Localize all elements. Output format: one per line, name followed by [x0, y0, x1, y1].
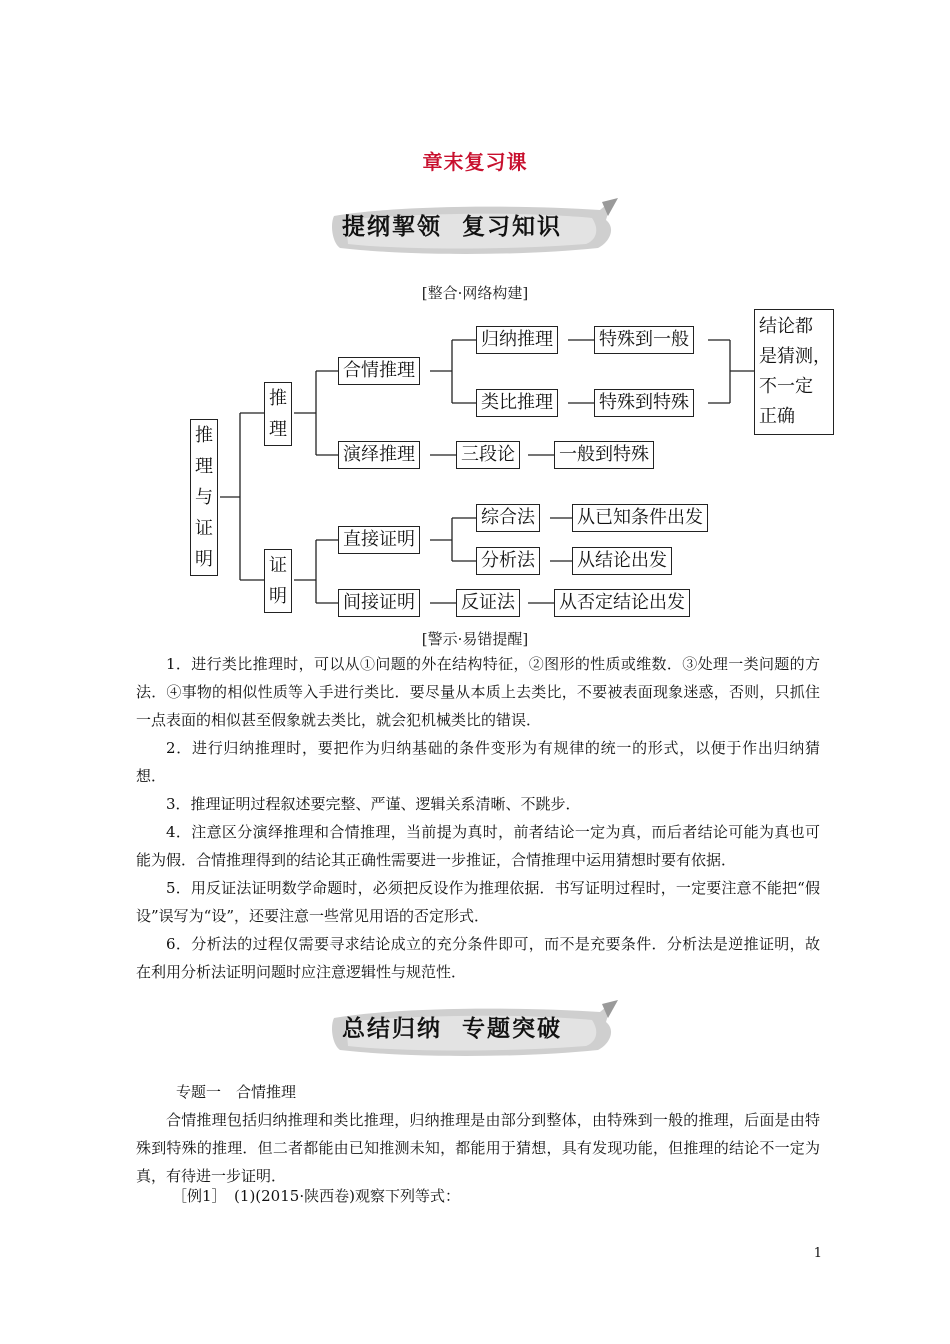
banner-title: 总结归纳 专题突破: [342, 1016, 563, 1042]
banner-title: 提纲挈领 复习知识: [342, 214, 563, 240]
node-syllogism: 三段论: [456, 441, 520, 469]
node-proof: 证 明: [264, 549, 292, 613]
warning-item-4: 4．注意区分演绎推理和合情推理，当前提为真时，前者结论一定为真，而后者结论可能为真也可能为假．合情推理得到的结论其正确性需要进一步推证，合情推理中运用猜想时要有依据．: [136, 823, 820, 869]
node-analogical-reasoning: 类比推理: [476, 389, 558, 417]
node-general-to-special: 一般到特殊: [554, 441, 654, 469]
node-reasoning: 推 理: [264, 382, 292, 446]
node-inductive-reasoning: 归纳推理: [476, 326, 558, 354]
node-plausible-reasoning: 合情推理: [338, 357, 420, 385]
section-label-warnings: [警示·易错提醒]: [421, 630, 529, 648]
node-special-to-general: 特殊到一般: [594, 326, 694, 354]
warning-item-5: 5．用反证法证明数学命题时，必须把反设作为推理依据．书写证明过程时，一定要注意不能把“假设”误写为“设”，还要注意一些常见用语的否定形式．: [136, 879, 820, 925]
node-from-negated-conclusion: 从否定结论出发: [554, 589, 690, 617]
topic-heading: 专题一 合情推理: [176, 1083, 297, 1101]
warning-item-1: 1．进行类比推理时，可以从①问题的外在结构特征，②图形的性质或维数．③处理一类问题的方法．④事物的相似性质等入手进行类比．要尽量从本质上去类比，不要被表面现象迷惑，否则，只抓住一点表面的相似甚至假象就去类比，就会犯机械类比的错误．: [136, 655, 820, 729]
node-analytic-method: 分析法: [476, 547, 540, 575]
concept-diagram: [0, 0, 950, 640]
node-reasoning-and-proof: 推 理 与 证 明: [190, 419, 218, 576]
warning-item-3: 3．推理证明过程叙述要完整、严谨、逻辑关系清晰、不跳步．: [166, 795, 581, 813]
example-intro: ［例1］ (1)(2015·陕西卷)观察下列等式：: [172, 1187, 460, 1205]
node-deductive-reasoning: 演绎推理: [338, 441, 420, 469]
section-banner-summary: [330, 1000, 620, 1062]
node-indirect-proof: 间接证明: [338, 589, 420, 617]
topic-body: 合情推理包括归纳推理和类比推理，归纳推理是由部分到整体，由特殊到一般的推理，后面是由特殊到特殊的推理．但二者都能由已知推测未知，都能用于猜想，具有发现功能，但推理的结论不一定为真，有待进一步证明．: [136, 1111, 820, 1185]
section-label-network: [整合·网络构建]: [421, 284, 529, 302]
page-number: 1: [813, 1246, 822, 1261]
node-from-conclusion: 从结论出发: [572, 547, 672, 575]
node-conclusion-note: 结论都 是猜测， 不一定 正确: [754, 309, 834, 435]
warning-item-2: 2．进行归纳推理时，要把作为归纳基础的条件变形为有规律的统一的形式，以便于作出归纳猜想．: [136, 739, 820, 785]
warning-item-6: 6．分析法的过程仅需要寻求结论成立的充分条件即可，而不是充要条件．分析法是逆推证明，故在利用分析法证明问题时应注意逻辑性与规范性．: [136, 935, 820, 981]
node-special-to-special: 特殊到特殊: [594, 389, 694, 417]
node-direct-proof: 直接证明: [338, 526, 420, 554]
page-title: 章末复习课: [422, 150, 528, 174]
node-synthetic-method: 综合法: [476, 504, 540, 532]
node-from-known-conditions: 从已知条件出发: [572, 504, 708, 532]
node-proof-by-contradiction: 反证法: [456, 589, 520, 617]
